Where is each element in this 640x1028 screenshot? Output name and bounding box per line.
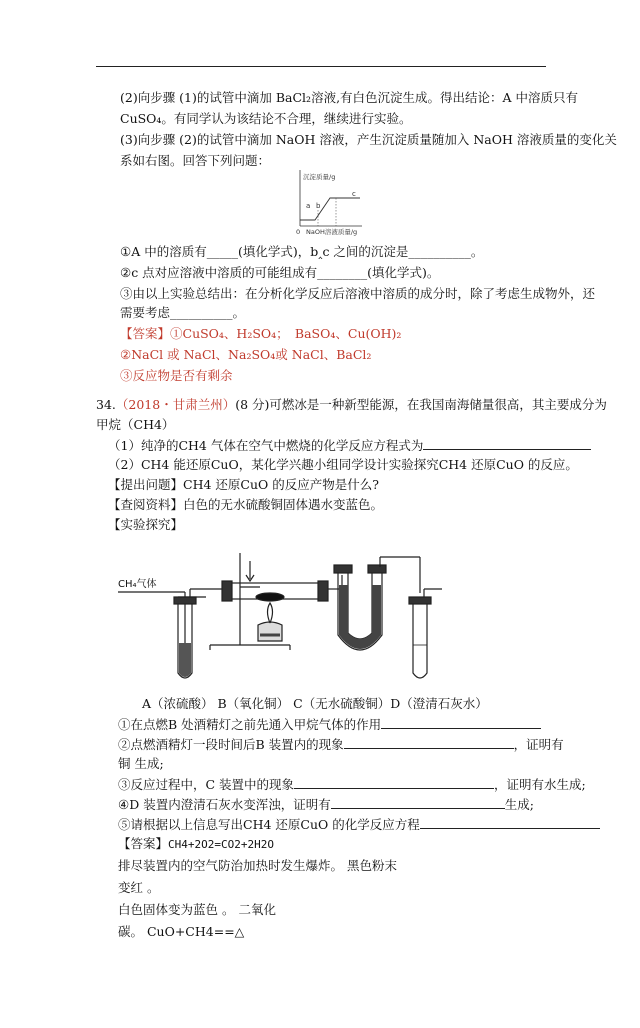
- text-line: ②c 点对应溶液中溶质的可能组成有________(填化学式)。: [120, 265, 440, 280]
- answer-line: 排尽装置内的空气防治加热时发生爆炸。 黑色粉末: [118, 858, 397, 873]
- text-line: [108, 437, 591, 453]
- question-text: (8 分)可燃冰是一种新型能源，在我国南海储量很高，其主要成分为: [235, 397, 607, 412]
- text-line: (2)向步骤 (1)的试管中滴加 BaCl₂溶液,有白色沉淀生成。得出结论：A 中溶质只有: [120, 90, 579, 105]
- text-line: 需要考虑__________。: [120, 305, 246, 320]
- task-4-tail: 生成;: [504, 797, 534, 812]
- answer-blank: [423, 437, 591, 450]
- answer-blank: [331, 796, 505, 809]
- text-line: CuSO₄。有同学认为该结论不合理，继续进行实验。: [120, 111, 412, 126]
- task-3-tail: ，证明有水生成;: [494, 777, 586, 792]
- text-line: (3)向步骤 (2)的试管中滴加 NaOH 溶液，产生沉淀质量随加入 NaOH 溶液质量的变化关: [120, 132, 617, 147]
- task-2-tail: ，证明有: [513, 737, 564, 752]
- graph-point-a: a: [306, 202, 311, 210]
- graph-point-c: c: [352, 190, 356, 198]
- text-line: 铜 生成;: [118, 756, 164, 771]
- text-line: [118, 716, 541, 732]
- test-tube-d: [413, 600, 427, 678]
- apparatus-captions: A（浓硫酸） B（氧化铜） C（无水硫酸铜）D（澄清石灰水）: [142, 696, 488, 711]
- text-line: [118, 736, 564, 752]
- text-line: 系如右图。回答下列问题：: [120, 153, 271, 168]
- task-1: ①在点燃B 处酒精灯之前先通入甲烷气体的作用: [118, 717, 382, 732]
- answer-blank: [294, 776, 494, 789]
- text-line: ①A 中的溶质有_____(填化学式)，b‸c 之间的沉淀是__________。: [120, 244, 484, 259]
- sub-question-1: （1）纯净的CH4 气体在空气中燃烧的化学反应方程式为: [108, 438, 424, 453]
- graph-origin: 0: [296, 228, 301, 236]
- answer-line: 变红 。: [118, 880, 160, 895]
- text-line: 【提出问题】CH4 还原CuO 的反应产物是什么?: [108, 477, 379, 492]
- task-2: ②点燃酒精灯一段时间后B 装置内的现象: [118, 737, 344, 752]
- graph-point-b: b: [316, 202, 321, 210]
- text-line: （2）CH4 能还原CuO，某化学兴趣小组同学设计实验探究CH4 还原CuO 的反应。: [108, 457, 578, 472]
- task-5: ⑤请根据以上信息写出CH4 还原CuO 的化学反应方程: [118, 817, 420, 832]
- graph-y-label: 沉淀质量/g: [303, 173, 336, 181]
- question-number: 34.: [96, 397, 116, 412]
- text-line: [118, 816, 600, 832]
- text-line: 甲烷（CH4）: [96, 417, 175, 432]
- text-line: 【查阅资料】白色的无水硫酸铜固体遇水变蓝色。: [108, 497, 384, 512]
- answer-blank: [381, 716, 541, 729]
- answer-equation: CH4+2O2=CO2+2H2O: [168, 838, 274, 851]
- graph-x-label: NaOH溶液质量/g: [306, 228, 358, 236]
- answer-line: [118, 836, 274, 852]
- header-rule: [96, 66, 546, 67]
- answer-line: 白色固体变为蓝色 。 二氧化: [118, 902, 276, 917]
- answer-blank: [420, 816, 600, 829]
- gas-label: CH₄气体: [118, 579, 157, 590]
- text-line: [118, 796, 534, 812]
- answer-line: ③反应物是否有剩余: [120, 368, 233, 383]
- task-3: ③反应过程中，C 装置中的现象: [118, 777, 295, 792]
- question-source: （2018・甘肃兰州）: [115, 397, 236, 412]
- text-line: [118, 776, 586, 792]
- answer-head: 【答案】: [118, 836, 169, 851]
- text-line: ③由以上实验总结出：在分析化学反应后溶液中溶质的成分时，除了考虑生成物外，还: [120, 286, 596, 301]
- alcohol-lamp: [258, 622, 282, 641]
- answer-line: 碳。 CuO+CH4==△: [118, 924, 245, 939]
- precipitate-graph: [286, 166, 366, 242]
- answer-blank: [344, 736, 514, 749]
- answer-line: ②NaCl 或 NaCl、Na₂SO₄或 NaCl、BaCl₂: [120, 347, 372, 362]
- task-4: ④D 装置内澄清石灰水变浑浊，证明有: [118, 797, 331, 812]
- question-34-heading: [96, 397, 607, 412]
- answer-line: 【答案】①CuSO₄、H₂SO₄； BaSO₄、Cu(OH)₂: [120, 326, 402, 341]
- apparatus-diagram: [110, 545, 470, 687]
- text-line: 【实验探究】: [108, 517, 184, 532]
